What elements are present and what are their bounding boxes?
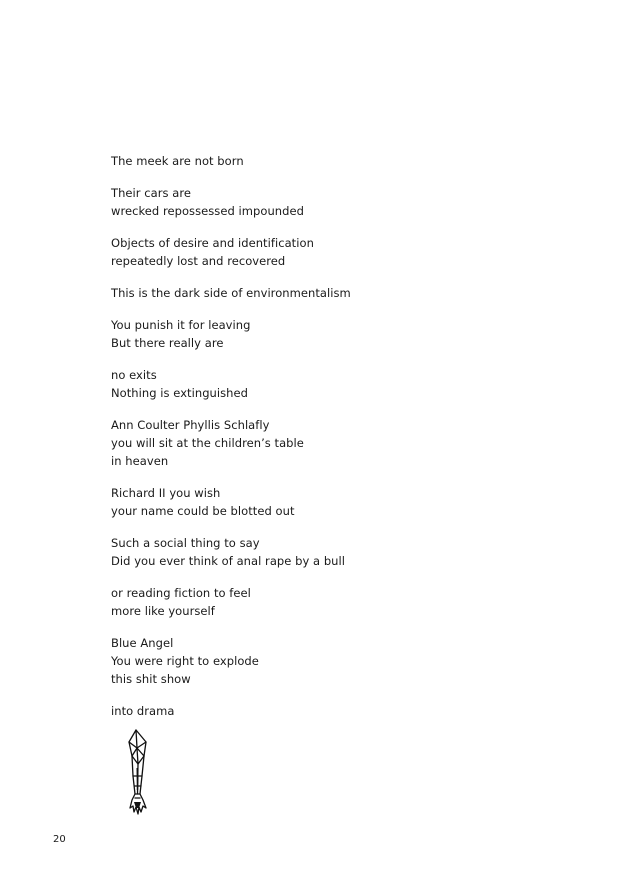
poem-line: Richard II you wish bbox=[111, 486, 221, 500]
stanza-5 bbox=[111, 316, 531, 352]
stanza-11 bbox=[111, 634, 531, 688]
poem-line: in heaven bbox=[111, 454, 169, 468]
poem-line: repeatedly lost and recovered bbox=[111, 254, 286, 268]
stanza-2 bbox=[111, 184, 531, 220]
page-number: 20 bbox=[53, 834, 66, 845]
poem-line: Did you ever think of anal rape by a bull bbox=[111, 554, 345, 568]
stanza-3 bbox=[111, 234, 531, 270]
poem-line: you will sit at the children’s table bbox=[111, 436, 304, 450]
poem-line: your name could be blotted out bbox=[111, 504, 295, 518]
crystal-rocket-icon bbox=[120, 728, 156, 818]
stanza-10 bbox=[111, 584, 531, 620]
poem-line: no exits bbox=[111, 368, 157, 382]
poem-line: The meek are not born bbox=[111, 154, 244, 168]
poem-line: Such a social thing to say bbox=[111, 536, 260, 550]
poem-line: Nothing is extinguished bbox=[111, 386, 248, 400]
stanza-4 bbox=[111, 284, 531, 302]
stanza-12 bbox=[111, 702, 531, 720]
poem-line: You were right to explode bbox=[111, 654, 259, 668]
stanza-6 bbox=[111, 366, 531, 402]
poem-line: into drama bbox=[111, 704, 175, 718]
poem-line: Objects of desire and identification bbox=[111, 236, 314, 250]
poem-line: more like yourself bbox=[111, 604, 215, 618]
poem-line: this shit show bbox=[111, 672, 191, 686]
stanza-8 bbox=[111, 484, 531, 520]
stanza-7 bbox=[111, 416, 531, 470]
poem-line: Blue Angel bbox=[111, 636, 174, 650]
poem-line: Their cars are bbox=[111, 186, 192, 200]
poem-line: You punish it for leaving bbox=[111, 318, 251, 332]
stanza-9 bbox=[111, 534, 531, 570]
poem bbox=[111, 152, 531, 734]
poem-line: This is the dark side of environmentalism bbox=[111, 286, 351, 300]
stanza-1 bbox=[111, 152, 531, 170]
poem-line: wrecked repossessed impounded bbox=[111, 204, 304, 218]
poem-line: or reading fiction to feel bbox=[111, 586, 251, 600]
poem-line: Ann Coulter Phyllis Schlafly bbox=[111, 418, 270, 432]
poem-line: But there really are bbox=[111, 336, 224, 350]
